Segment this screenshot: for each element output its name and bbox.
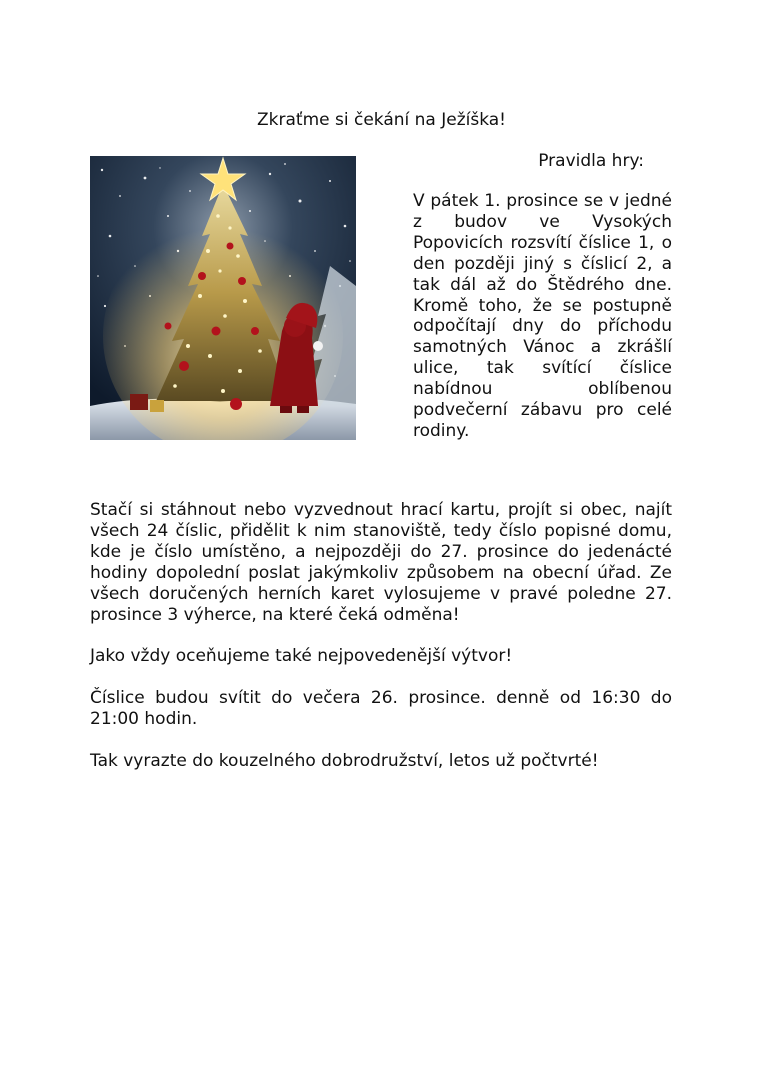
paragraph-closing: Tak vyrazte do kouzelného dobrodružství, letos už počtvrté! — [90, 751, 599, 772]
paragraph-hours: Číslice budou svítit do večera 26. prosince. denně od 16:30 do 21:00 hodin. — [90, 688, 672, 730]
rules-text: V pátek 1. prosince se v jedné z budov ve Vysokých Popovicích rozsvítí číslice 1, o den později jiný s číslicí 2, a tak dál až do Štědrého dne. Kromě toho, že se postupně odpočítají dny do příchodu samotných Vánoc a zkrášlí ulice, tak svítící číslice nabídnou oblíbenou podvečerní zábavu pro celé rodiny. — [413, 191, 672, 441]
paragraph-best-creation: Jako vždy oceňujeme také nejpovedenější výtvor! — [90, 646, 513, 667]
page-title: Zkraťme si čekání na Ježíška! — [257, 110, 506, 130]
rules-heading: Pravidla hry: — [538, 151, 644, 171]
body-text — [90, 500, 672, 793]
paragraph-instructions: Stačí si stáhnout nebo vyzvednout hrací kartu, projít si obec, najít všech 24 číslic, přidělit k nim stanoviště, tedy číslo popisné domu, kde je číslo umístěno, a nejpozději do 27. prosince do jedenácté hodiny dopolední poslat jakýmkoliv způsobem na obecní úřad. Ze všech doručených herních karet vylosujeme v pravé poledne 27. prosince 3 výherce, na které čeká odměna! — [90, 500, 672, 625]
christmas-tree-illustration — [90, 156, 356, 440]
